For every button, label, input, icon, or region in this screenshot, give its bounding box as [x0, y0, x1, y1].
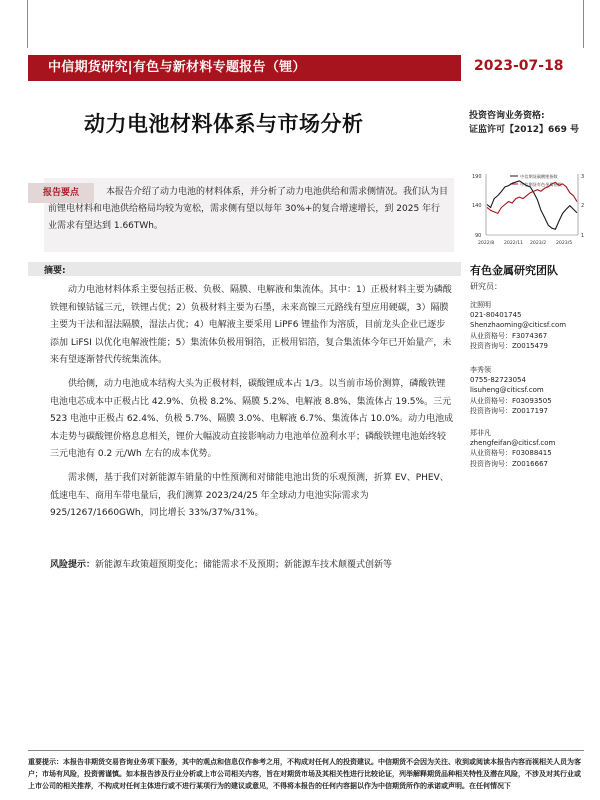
- y-right-tick-1: 2: [581, 203, 585, 209]
- chart-legend: [510, 173, 563, 188]
- y-right-tick-2: 1: [581, 233, 585, 239]
- risk-text: 新能源车政策超预期变化；储能需求不及预期；新能源车技术颠覆式创新等: [95, 560, 393, 570]
- team-title: 有色金属研究团队: [470, 264, 558, 277]
- qualification-line-2: 证监许可【2012】669 号: [469, 125, 579, 135]
- analyst-cert-1: 从业资格号：F03088415: [470, 449, 552, 458]
- report-banner: 中信期货研究|有色与新材料专题报告（锂）: [28, 55, 461, 81]
- qualification-line-1: 投资咨询业务资格:: [469, 111, 545, 121]
- series-line-dark: [487, 181, 577, 229]
- abstract-label: 摘要:: [44, 266, 66, 276]
- analyst-name: 沈照明: [470, 301, 491, 309]
- risk-notice: [50, 557, 392, 570]
- y-left-tick-2: 90: [475, 233, 482, 239]
- y-left-tick-1: 140: [472, 203, 482, 209]
- x-tick-2: 2023/2: [530, 241, 547, 246]
- abstract-paragraph-1: 动力电池材料体系主要包括正极、负极、隔膜、电解液和集流体。其中：1）正极材料主要为磷酸铁锂和镍钴锰三元，铁锂占优；2）负极材料主要为石墨，未来高镍三元路线有望应用硬碳，3）隔膜主要为干法和湿法隔膜，湿法占优；4）电解液主要采用 LiPF6 锂盐作为溶质，目前龙头企业已逐步添加 LiFSI 以优化电解液性能；5）集流体负极用铜箔，正极用铝箔，复合集流体今年已开始量产，未来有望逐渐替代传统集流体。: [50, 285, 452, 365]
- analyst-cert-2: 投资咨询号：Z0016667: [470, 459, 548, 468]
- analyst-phone: 0755-82723054: [470, 376, 526, 385]
- team-subtitle: 研究员：: [470, 282, 502, 291]
- report-title: 动力电池材料体系与市场分析: [84, 112, 364, 136]
- disclaimer-text: 重要提示：本报告非期货交易咨询业务项下服务，其中的观点和信息仅作参考之用，不构成对任何人的投资建议。中信期货不会因为关注、收到或阅读本报告内容而视相关人员为客户；市场有风险，投资需谨慎。如本报告涉及行业分析或上市公司相关内容，旨在对期货市场及其相关性进行比较论证，列举解释期货品种相关特性及潜在风险，不涉及对其行业或上市公司的相关推荐，不构成对任何主体进行或不进行某项行为的建议或意见，不得将本报告的任何内容据以作为中信期货所作的承诺或声明。在任何情况下: [28, 758, 581, 790]
- right-border-line: [583, 0, 584, 48]
- analyst-cert-1: 从业资格号：F3074367: [470, 331, 548, 340]
- left-border-line: [27, 0, 28, 48]
- analyst-cert-1: 从业资格号：F03093505: [470, 396, 552, 405]
- y-right-tick-0: 3: [581, 174, 585, 180]
- legend-label-red: 中信期货有色金属指数: [520, 182, 562, 187]
- analyst-cert-2: 投资咨询号：Z0017197: [470, 406, 548, 415]
- x-tick-1: 2022/11: [504, 241, 524, 246]
- analyst-card: [470, 428, 555, 469]
- analyst-email: Shenzhaoming@citicsf.com: [470, 321, 567, 330]
- x-tick-0: 2022/8: [478, 241, 495, 246]
- analyst-email: zhengfeifan@citicsf.com: [470, 439, 556, 448]
- analyst-card: [470, 365, 552, 416]
- disclaimer-divider: [28, 750, 584, 751]
- analyst-name: 李秀领: [470, 366, 491, 374]
- legend-label-dark: 中信期货碳酸锂指数: [520, 174, 558, 179]
- report-date: 2023-07-18: [474, 58, 564, 74]
- abstract-paragraph-3: 需求侧，基于我们对新能源车销量的中性预测和对储能电池出货的乐观预测，折算 EV、PHEV、低速电车、商用车带电量后，我们测算 2023/24/25 年全球动力电池实际需求为 925/1267/1660GWh，同比增长 33%/37%/31%。: [50, 473, 449, 518]
- analyst-email: lisuheng@citicsf.com: [470, 386, 544, 395]
- summary-tag: 报告要点: [28, 183, 94, 203]
- analyst-card: [470, 300, 566, 351]
- y-left-tick-0: 190: [472, 174, 482, 180]
- analyst-name: 郑非凡: [470, 429, 491, 437]
- risk-label: 风险提示：: [50, 560, 96, 570]
- abstract-paragraph-2: 供给侧，动力电池成本结构大头为正极材料，碳酸锂成本占 1/3。以当前市场价测算，磷酸铁锂电池电芯成本中正极占比 42.9%、负极 8.2%、隔膜 5.2%、电解液 8.8%、集流体占 19.5%。三元 523 电池中正极占 62.4%、负极 5.7%、隔膜 3.0%、电解液 6.7%、集流体占 10.0%。动力电池成本走势与碳酸锂价格息息相关，锂价大幅波动直接影响动力电池单位盈利水平；磷酸铁锂电池始终较三元电池有 0.2 元/Wh 左右的成本优势。: [50, 379, 454, 459]
- summary-text: 本报告介绍了动力电池的材料体系，并分析了动力电池供给和需求侧情况。我们认为目前锂电材料和电池供给格局均较为宽松，需求侧有望以每年 30%+的复合增速增长，到 2025 年行业需求有望达到 1.66TWh。: [48, 187, 449, 231]
- index-chart: [470, 170, 595, 250]
- analyst-phone: 021-80401745: [470, 311, 522, 320]
- series-line-red: [487, 182, 577, 213]
- x-tick-3: 2023/5: [556, 241, 573, 246]
- analyst-cert-2: 投资咨询号：Z0015479: [470, 341, 548, 350]
- abstract-bar: [28, 262, 461, 276]
